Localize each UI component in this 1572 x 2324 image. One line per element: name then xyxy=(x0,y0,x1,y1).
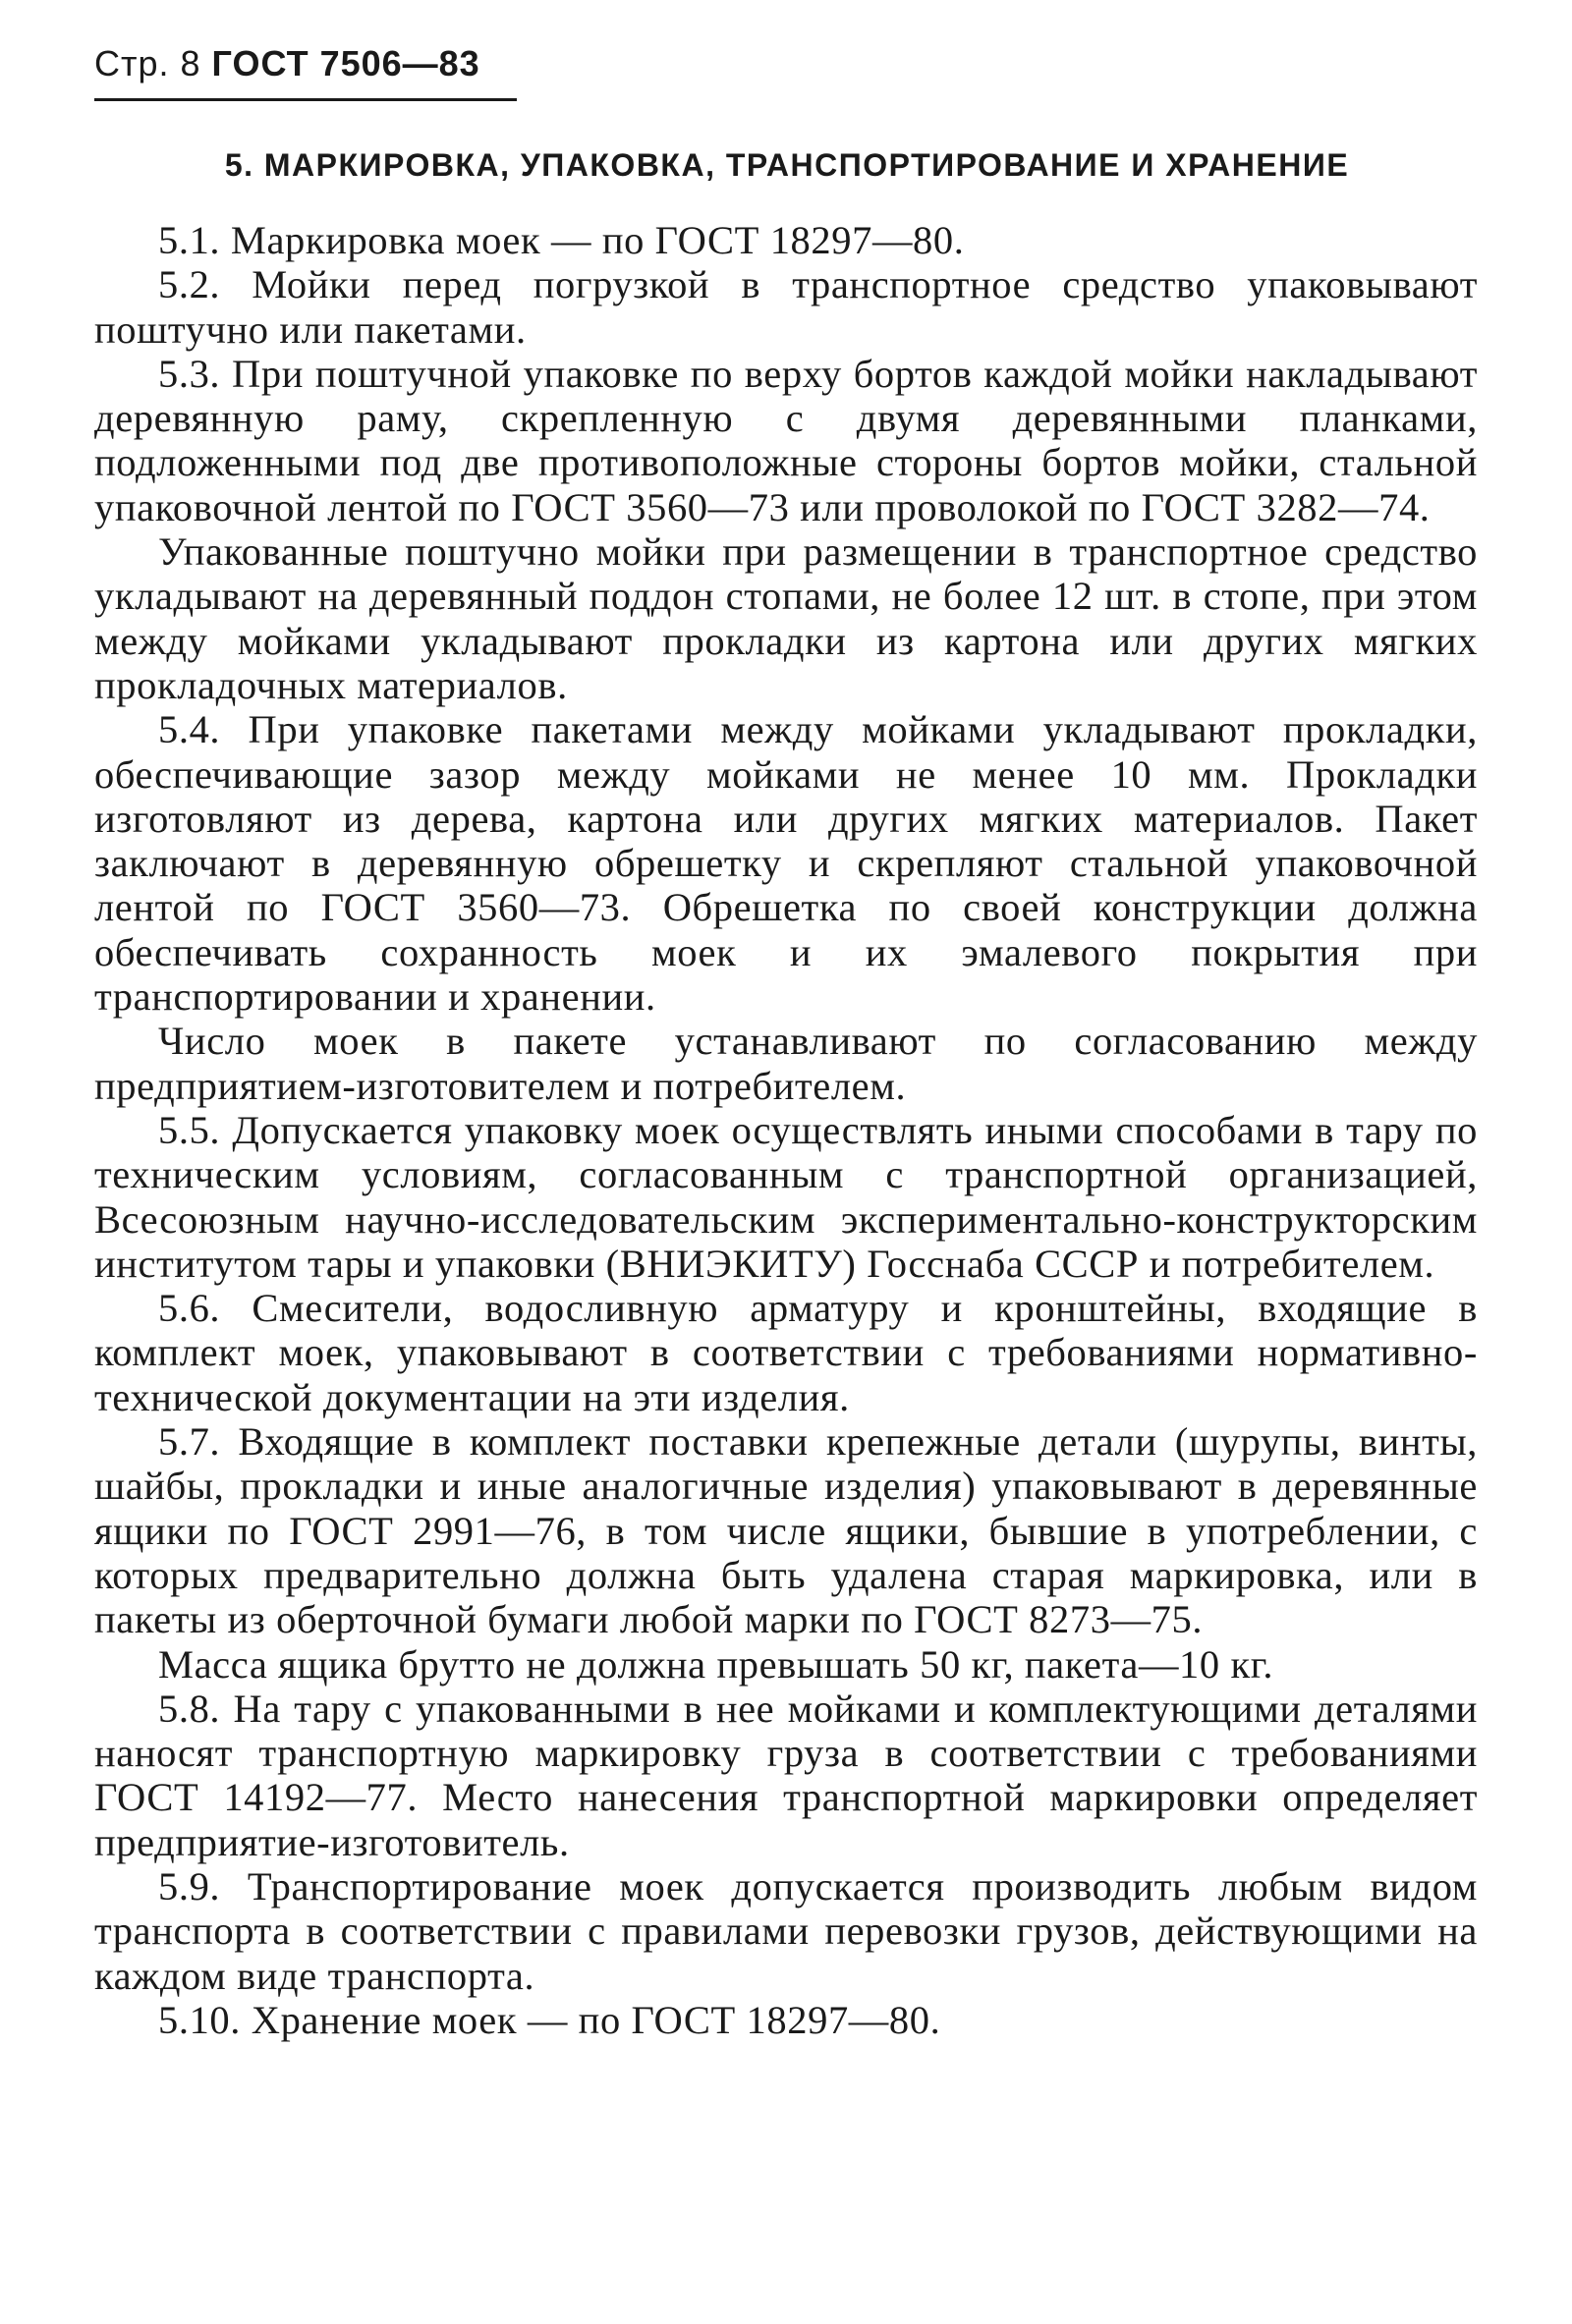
page-number-label: Стр. 8 xyxy=(94,43,212,83)
clause-5-1: 5.1. Маркировка моек — по ГОСТ 18297—80. xyxy=(158,218,965,262)
clause-5-3-continued: Упакованные поштучно мойки при размещении в транспортное средство укладывают на деревянный поддон стопами, не более 12 шт. в стопе, при этом между мойками укладывают прокладки из картона или других мягких прокладочных материалов. xyxy=(94,529,1478,707)
clause-5-5: 5.5. Допускается упаковку моек осуществлять иными способами в тару по техническим условиям, согласованным с транспортной организацией, Всесоюзным научно-исследовательским экспериментально-конструкторским институтом тары и упаковки (ВНИЭКИТУ) Госснаба СССР и потребителем. xyxy=(94,1107,1478,1286)
clause-5-2: 5.2. Мойки перед погрузкой в транспортное средство упаковывают поштучно или пакетами. xyxy=(94,262,1478,352)
section-body xyxy=(94,218,1478,2042)
clause-5-6: 5.6. Смесители, водосливную арматуру и кронштейны, входящие в комплект моек, упаковывают в соответствии с требованиями нормативно-технической документации на эти изделия. xyxy=(94,1286,1478,1419)
clause-5-4: 5.4. При упаковке пакетами между мойками укладывают прокладки, обеспечивающие зазор между мойками не менее 10 мм. Прокладки изготовляют из дерева, картона или других мягких материалов. Пакет заключают в деревянную обрешетку и скрепляют стальной упаковочной лентой по ГОСТ 3560—73. Обрешетка по своей конструкции должна обеспечивать сохранность моек и их эмалевого покрытия при транспортировании и хранении. xyxy=(94,707,1478,1020)
clause-5-9: 5.9. Транспортирование моек допускается производить любым видом транспорта в соответствии с правилами перевозки грузов, действующими на каждом виде транспорта. xyxy=(94,1863,1478,1998)
section-title: 5. МАРКИРОВКА, УПАКОВКА, ТРАНСПОРТИРОВАНИЕ И ХРАНЕНИЕ xyxy=(224,147,1350,183)
standard-designation: ГОСТ 7506—83 xyxy=(211,43,480,83)
header-rule xyxy=(94,98,517,101)
page-header xyxy=(94,43,480,84)
clause-5-10: 5.10. Хранение моек — по ГОСТ 18297—80. xyxy=(158,1997,941,2042)
clause-5-4-continued: Число моек в пакете устанавливают по согласованию между предприятием-изготовителем и потребителем. xyxy=(94,1019,1478,1108)
clause-5-7: 5.7. Входящие в комплект поставки крепежные детали (шурупы, винты, шайбы, прокладки и иные аналогичные изделия) упаковывают в деревянные ящики по ГОСТ 2991—76, в том числе ящики, бывшие в употреблении, с которых предварительно должна быть удалена старая маркировка, или в пакеты из оберточной бумаги любой марки по ГОСТ 8273—75. xyxy=(94,1419,1478,1642)
clause-5-8: 5.8. На тару с упакованными в нее мойками и комплектующими деталями наносят транспортную маркировку груза в соответствии с требованиями ГОСТ 14192—77. Место нанесения транспортной маркировки определяет предприятие-изготовитель. xyxy=(94,1686,1478,1864)
clause-5-3: 5.3. При поштучной упаковке по верху бортов каждой мойки накладывают деревянную раму, скрепленную с двумя деревянными планками, подложенными под две противоположные стороны бортов мойки, стальной упаковочной лентой по ГОСТ 3560—73 или проволокой по ГОСТ 3282—74. xyxy=(94,351,1478,529)
clause-5-7-continued: Масса ящика брутто не должна превышать 50 кг, пакета—10 кг. xyxy=(158,1641,1274,1687)
